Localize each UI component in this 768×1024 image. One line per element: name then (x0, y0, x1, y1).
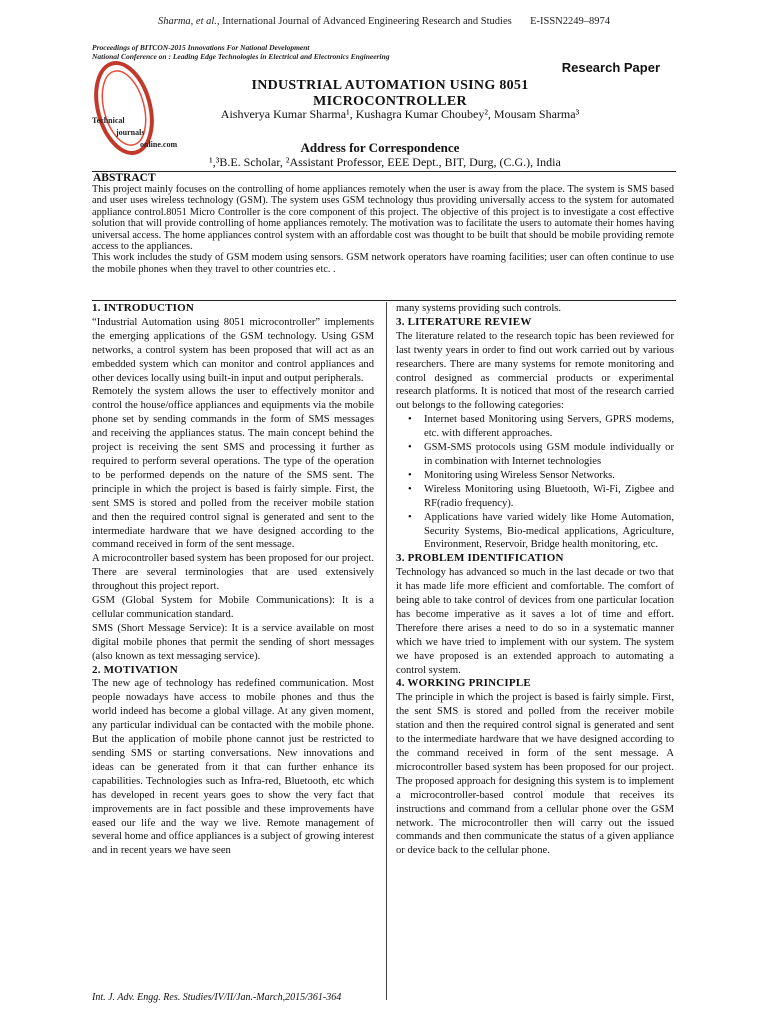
list-item-text: Applications have varied widely like Home Automation, Security Systems, Bio-medical applications, Agriculture, Environment, Reservoir, Bridge health monitoring, etc. (424, 511, 674, 551)
list-item-text: Wireless Monitoring using Bluetooth, Wi-Fi, Zigbee and RF(radio frequency). (424, 483, 674, 509)
affiliation: ¹,³B.E. Scholar, ²Assistant Professor, EEE Dept., BIT, Durg, (C.G.), India (209, 155, 561, 169)
list-item-text: GSM-SMS protocols using GSM module individually or in combination with Internet technologies (424, 442, 674, 467)
journal-logo (84, 48, 204, 158)
page-footer: Int. J. Adv. Engg. Res. Studies/IV/II/Jan.-March,2015/361-364 (92, 992, 342, 1003)
bullet-icon: • (408, 511, 412, 523)
author-list: Aishverya Kumar Sharma¹, Kushagra Kumar Choubey², Mousam Sharma³ (220, 107, 580, 121)
logo-word-3: online.com (140, 140, 178, 149)
list-item (408, 413, 674, 441)
bullet-icon: • (408, 483, 412, 495)
literature-review-paragraph: The literature related to the research topic has been reviewed for last twenty years in order to find out work carried out by various researchers. There are many systems for remote monitoring and control designed as commercial products or experimental research platforms. It is noticed that most of the research carried out belongs to the following categories: (396, 330, 674, 412)
left-column (92, 302, 374, 858)
motivation-paragraph: The new age of technology has redefined communication. Most people nowadays have access to mobile phones and thus the world indeed has become a global village. At any given moment, any particular individual can be contacted with the mobile phone. But the application of mobile phone cannot just be restricted to sending SMS or starting conversations. New innovations and ideas can be generated from it that can further enhance its capabilities. Technologies such as Infra-red, Bluetooth, etc which has developed in recent years goes to show the very fact that improvements are in fact possible and these improvements have eased our life and the way we live. Remote management of several home and office appliances is a subject of growing interest and in recent years we have seen (92, 678, 374, 857)
running-head-journal: International Journal of Advanced Engineering Research and Studies (219, 16, 512, 27)
title-line-1: INDUSTRIAL AUTOMATION USING 8051 (251, 78, 529, 93)
running-head (0, 16, 768, 27)
literature-review-heading: 3. LITERATURE REVIEW (396, 315, 532, 328)
abstract-heading: ABSTRACT (93, 172, 156, 184)
list-item (408, 483, 674, 511)
abstract-bottom-rule (92, 300, 676, 301)
bullet-icon: • (408, 414, 412, 426)
continued-text: many systems providing such controls. (396, 303, 562, 314)
introduction-paragraph-1: “Industrial Automation using 8051 microcontroller” implements the emerging applications of the GSM technology. Using GSM networks, a control system has been proposed that will act as an embedded system which can monitor and control appliances and other devices locally using built-in input and output peripherals. (92, 316, 374, 384)
running-head-authors: Sharma, et al., (157, 16, 220, 27)
paper-type: Research Paper (561, 60, 660, 75)
bullet-icon: • (408, 469, 412, 481)
column-divider (386, 302, 387, 1000)
correspondence-heading: Address for Correspondence (300, 140, 460, 155)
list-item-text: Internet based Monitoring using Servers, GPRS modems, etc. with different approaches. (424, 414, 674, 440)
running-head-issn: E-ISSN2249–8974 (530, 16, 610, 27)
introduction-heading: 1. INTRODUCTION (92, 302, 195, 314)
introduction-paragraph-5: SMS (Short Message Service): It is a service available on most digital mobile phones that permit the sending of short messages (also known as text messaging service). (92, 622, 374, 662)
list-item (408, 469, 674, 483)
introduction-paragraph-4: GSM (Global System for Mobile Communications): It is a cellular communication standard. (92, 595, 374, 620)
abstract-paragraph-2: This work includes the study of GSM modem using sensors. GSM network operators have roaming facilities; user can often continue to use the mobile phones when they travel to other countries etc. . (92, 252, 674, 275)
problem-identification-paragraph: Technology has advanced so much in the last decade or two that it has made life more efficient and comfortable. The comfort of being able to take control of devices from one particular location has become imperative as it saves a lot of time and effort. Therefore there arises a need to do so in a systematic manner which we have tried to implement with our system. The system we have proposed is an extended approach to automating a control system. (396, 567, 674, 676)
motivation-heading: 2. MOTIVATION (92, 663, 178, 676)
bullet-icon: • (408, 442, 412, 454)
abstract-section (92, 172, 674, 275)
list-item-text: Monitoring using Wireless Sensor Networks. (424, 469, 615, 481)
list-item (408, 441, 674, 469)
logo-word-2: journals (116, 128, 145, 137)
introduction-paragraph-3: A microcontroller based system has been proposed for our project. There are several terminologies that are used extensively throughout this project report. (92, 553, 374, 593)
abstract-paragraph-1: This project mainly focuses on the controlling of home appliances remotely when the user is away from the place. The system is SMS based and user uses wireless technology (GSM). The system uses GSM technology thus providing universally access to the system for automated appliance control.8051 Micro Controller is the core component of this project. The objective of this project is to investigate a cost effective solution that will provide controlling of home appliances remotely. The motivation was to facilitate the users to automate their homes having universal access. The home appliances control system with an affordable cost was thought to be built that should be mobile providing remote access to the appliances. (92, 184, 674, 253)
right-column (396, 302, 674, 858)
paper-title (190, 78, 590, 110)
title-line-2: MICROCONTROLLER (313, 94, 467, 109)
proceedings-line-2: National Conference on : Leading Edge Technologies in Electrical and Electronics Engineering (92, 52, 390, 61)
proceedings-line-1: Proceedings of BITCON-2015 Innovations For National Development (92, 43, 310, 52)
working-principle-paragraph: The principle in which the project is based is fairly simple. First, the sent SMS is stored and polled from the receiver mobile station and then the required control signal is generated and sent to the intermediate hardware that we have designed according to the command received in form of the sent message. A microcontroller based system has been proposed for our project. The proposed approach for designing this system is to implement a microcontroller-based control module that receives its instructions and command from a cellular phone over the GSM network. The microcontroller then will carry out the issued commands and then communicate the status of a given appliance or device back to the cellular phone. (396, 692, 674, 857)
working-principle-heading: 4. WORKING PRINCIPLE (396, 677, 531, 690)
problem-identification-heading: 3. PROBLEM IDENTIFICATION (396, 552, 564, 565)
list-item (408, 511, 674, 553)
introduction-paragraph-2: Remotely the system allows the user to effectively monitor and control the house/office appliances and equipments via the mobile phone set by sending commands in the form of SMS messages and receiving the appliances status. The main concept behind the project is receiving the sent SMS and processing it further as required to perform several operations. The type of the operation to be performed depends on the nature of the SMS sent. The principle in which the project is based is fairly simple. First, the sent SMS is stored and polled from the receiver mobile station and then the required control signal is generated and sent to the intermediate hardware that we have designed according to the command received in form of the sent message. (92, 386, 374, 551)
logo-word-1: Technical (92, 116, 125, 125)
literature-categories-list (396, 413, 674, 552)
